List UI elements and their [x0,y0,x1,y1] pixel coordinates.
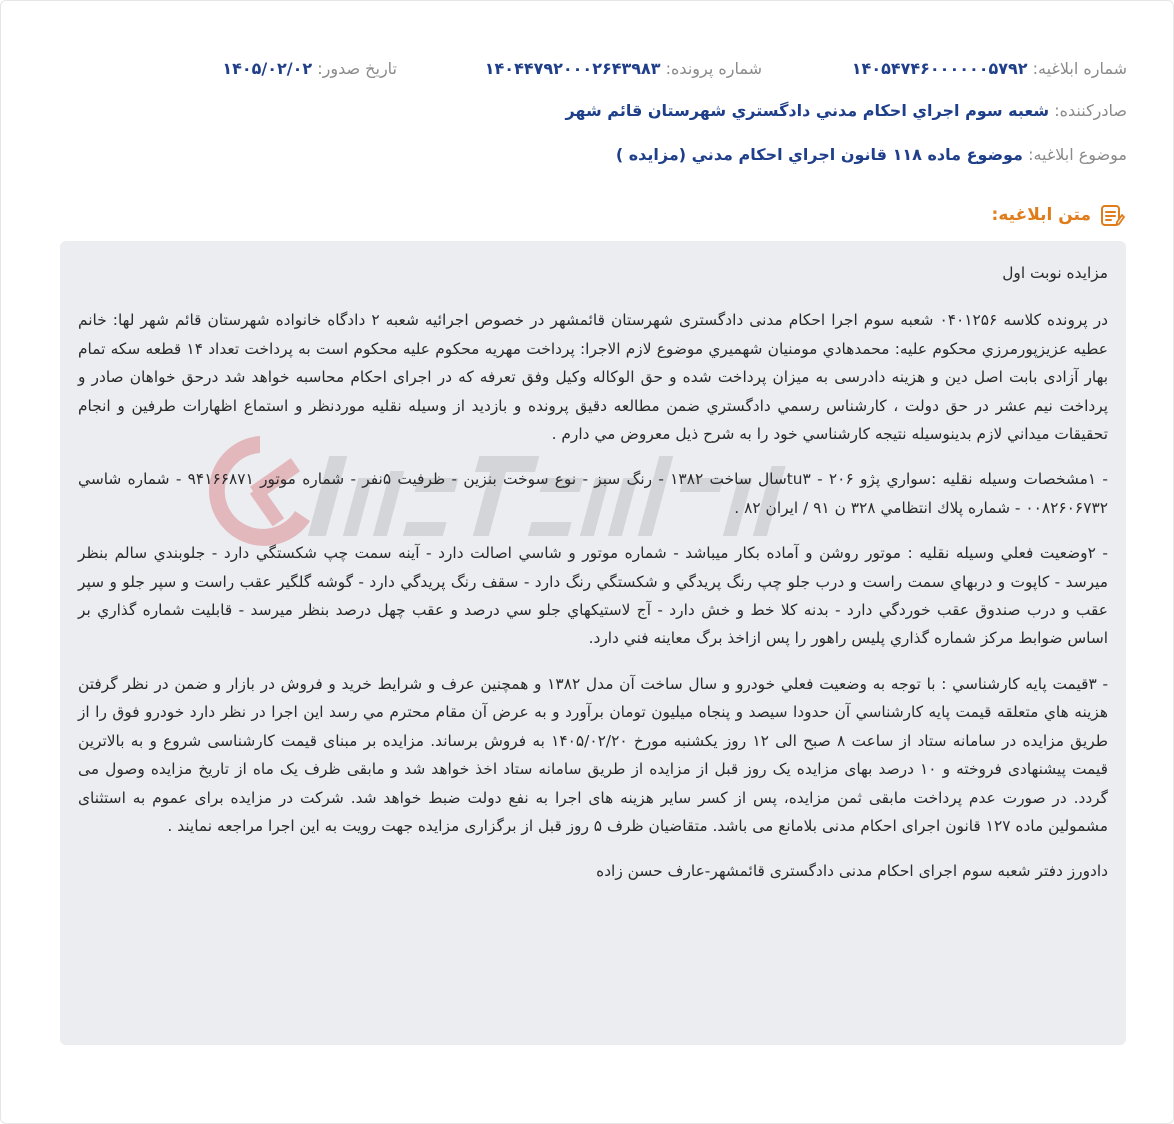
notice-number-label: شماره ابلاغیه: [1032,59,1127,78]
case-number-value: ۱۴۰۴۴۷۹۲۰۰۰۲۶۴۳۹۸۳ [484,59,661,78]
subject-row [47,145,1127,164]
notice-number [852,59,1127,78]
subject-label: موضوع ابلاغیه: [1028,145,1127,164]
body-paragraph-title: مزايده نوبت اول [1002,264,1108,282]
issuer-label: صادرکننده: [1054,101,1127,120]
body-paragraph-signature: دادورز دفتر شعبه سوم اجرای احكام مدنی دادگستری قائمشهر-عارف حسن زاده [596,862,1108,881]
body-paragraph-case: در پرونده كلاسه ۰۴۰۱۲۵۶ شعبه سوم اجرا احكام مدنی دادگستری شهرستان قائمشهر در خصوص اجرائيه شعبه ۲ دادگاه خانواده شهرستان قائم شهر لها: خانم عطيه عزيزپورمرزي محكوم عليه: محمدهادي مومنيان شهميري موضوع لازم الاجرا: پرداخت مهريه محكوم عليه محكوم است به پرداخت تعداد ۱۴ قطعه سكه تمام بهار آزادی بابت اصل دين و هزينه دادرسی به ميزان پرداخت شده و حق الوكاله وكيل وفق تعرفه كه در اجرای احكام محاسبه خواهد شد درحق خواهان صادر و پرداخت نيم عشر در حق دولت ، كارشناس رسمي دادگستري ضمن مطالعه دقيق پرونده و بازديد از وسيله نقليه موردنظر و استماع اظهارات طرفين و انجام تحقيقات ميداني لازم بدينوسيله نتيجه كارشناسي خود را به شرح ذيل معروض مي دارم . [78,311,1108,444]
case-number [485,59,762,78]
body-paragraph-vehicle-condition: - ۲وضعيت فعلي وسيله نقليه : موتور روشن و آماده بكار ميباشد - شماره موتور و شاسي اصالت دارد - آينه سمت چپ شكستگي دارد - جلوبندي سالم بنظر ميرسد - كاپوت و دربهاي سمت راست و درب جلو چپ رنگ پريدگي و شكستگي رنگ دارد - سقف رنگ پريدگي دارد - گوشه گلگير عقب راست و سپر جلو و سپر عقب و درب صندوق عقب خوردگي دارد - بدنه كلا خط و خش دارد - آج لاستيكهاي جلو سي درصد و عقب چهل درصد بنظر ميرسد - قابليت شماره گذاري بر اساس ضوابط مركز شماره گذاري پليس راهور را پس ازاخذ برگ معاينه فني دارد. [78,544,1108,648]
issuer-value: شعبه سوم اجراي احكام مدني دادگستري شهرستان قائم شهر [565,101,1050,120]
issue-date-label: تاریخ صدور: [317,59,397,78]
notice-text-heading [992,201,1125,229]
body-paragraph-base-price: - ۳قيمت پايه كارشناسي : با توجه به وضعيت فعلي خودرو و سال ساخت آن مدل ۱۳۸۲ و همچنين عرف و شرايط خريد و فروش در بازار و ضمن در نظر گرفتن هزينه هاي متعلقه قيمت پايه كارشناسي آن حدودا سيصد و پنجاه ميليون تومان برآورد و به عرض آن مقام محترم مي رسد اين اجرا در نظر دارد خودرو فوق را از طريق مزايده در سامانه ستاد از ساعت ۸ صبح الی ۱۲ روز يکشنبه مورخ ۱۴۰۵/۰۲/۲۰ به فروش برساند. مزايده بر مبنای قيمت كارشناسی شروع و به بالاترين قيمت پيشنهادی فروخته و ۱۰ درصد بهای مزايده يک روز قبل از مزايده از طريق سامانه ستاد اخذ خواهد شد و مابقی ظرف يک ماه از تاريخ مزايده وصول می گردد. در صورت عدم پرداخت مابقی ثمن مزايده، پس از كسر ساير هزينه های اجرا به نفع دولت ضبط خواهد شد. شركت در مزايده برای عموم به استثنای مشمولين ماده ۱۲۷ قانون اجرای احكام مدنی بلامانع می باشد. متقاضيان ظرف ۵ روز قبل از برگزاری مزايده جهت رويت به اين اجرا مراجعه نمايند . [78,674,1109,835]
notice-number-value: ۱۴۰۵۴۷۴۶۰۰۰۰۰۰۵۷۹۲ [851,59,1028,78]
issue-date-value: ۱۴۰۵/۰۲/۰۲ [222,59,313,78]
body-paragraph-vehicle-specs: - ۱مشخصات وسيله نقليه :سواري پژو ۲۰۶ - tu۳سال ساخت ۱۳۸۲ - رنگ سبز - نوع سوخت بنزين - ظرفيت ۵نفر - شماره موتور ۹۴۱۶۶۸۷۱ - شماره شاسي ۰۰۸۲۶۰۶۷۳۲ - شماره پلاك انتظامي ۳۲۸ ن ۹۱ / ايران ۸۲ . [78,470,1108,517]
notice-meta-row [47,59,1127,83]
notice-body [60,241,1126,1045]
issuer-row [47,101,1127,120]
notice-text-title: متن ابلاغیه: [991,205,1091,225]
notice-document-icon [1099,202,1125,228]
issue-date [222,59,397,78]
case-number-label: شماره پرونده: [665,59,762,78]
subject-value: موضوع ماده ۱۱۸ قانون اجراي احكام مدني (مزايده ) [615,145,1023,164]
